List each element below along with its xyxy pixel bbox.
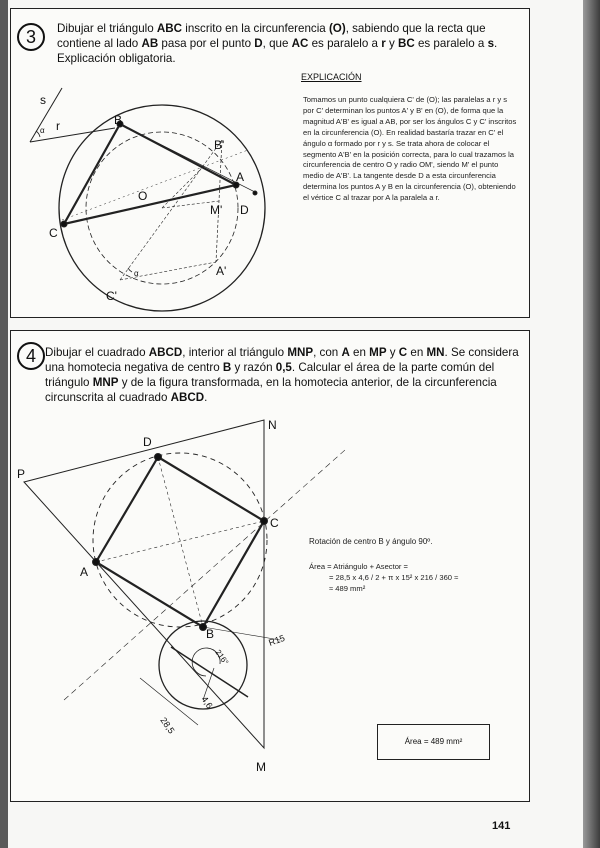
label-p: P — [17, 467, 26, 481]
label-bp: B' — [214, 138, 225, 152]
chord-segment — [171, 647, 248, 697]
label-a4: A — [80, 565, 89, 579]
rotation-note: Rotación de centro B y ángulo 90º. — [309, 537, 433, 546]
problem-3-figure — [30, 88, 265, 311]
label-216: 216° — [213, 647, 231, 667]
point-c4 — [261, 518, 268, 525]
area-result-box: Área = 489 mm² — [377, 724, 490, 760]
area-line-2: = 28,5 x 4,6 / 2 + π x 15² x 216 / 360 ≈ — [329, 573, 459, 582]
problem-3-statement: Dibujar el triángulo ABC inscrito en la circunferencia (O), sabiendo que la recta que contiene al lado AB pasa por el punto D, que AC es paralelo a r y BC es paralelo a s. Explicación obligatoria. — [57, 22, 498, 65]
problem-4-figure — [24, 420, 345, 748]
label-d: D — [240, 203, 249, 217]
label-alpha: α — [40, 126, 45, 135]
radius-o — [162, 170, 200, 208]
problem-3-labels — [40, 93, 249, 303]
label-a: A — [236, 170, 245, 184]
problem-4-number: 4 — [17, 342, 45, 370]
point-d4 — [155, 454, 162, 461]
label-b4: B — [206, 627, 215, 641]
circle-transformed — [159, 621, 247, 709]
label-alpha-cp: α — [134, 269, 139, 278]
label-mp: M' — [210, 203, 223, 217]
area-line-1: Área = Atriángulo + Asector = — [309, 562, 408, 571]
page-number: 141 — [492, 820, 511, 832]
rotated-line — [64, 450, 345, 700]
label-n: N — [268, 418, 277, 432]
line-s — [30, 88, 62, 142]
label-c: C — [49, 226, 58, 240]
problem-4-statement: Dibujar el cuadrado ABCD, interior al triángulo MNP, con A en MP y C en MN. Se considera una homotecia negativa de centro B y razón 0,5. Calcular el área de la parte común del triángulo MNP y de la figura transformada, en la homotecia anterior, de la circunferencia circunscrita al cuadrado ABCD. — [45, 346, 519, 404]
explanation-text: Tomamos un punto cualquiera C' de (O); las paralelas a r y s por C' determinan los puntos A' y B' en (O), de forma que la magnitud A'B' es igual a AB, por ser los ángulos C y C' inscritos en la circunferencia (O). En realidad bastaría trazar en C' el ángulo α formado por r y s. Se trata ahora de colocar el segmento A'B' en la posición correcta, para lo cual trazamos la circunferencia de centro O y radio OM', siendo M' el punto medio de A'B'. La tangente desde D a esta circunferencia determina los puntos A y B en la circunferencia (O), obteniendo el vértice C al trazar por A la paralela a r. — [303, 95, 517, 203]
diagonal-bd — [158, 457, 203, 627]
angle-arc-alpha-cp — [128, 268, 132, 272]
label-m: M — [256, 760, 266, 774]
label-b: B — [114, 113, 123, 127]
label-cp: C' — [106, 289, 117, 303]
point-d — [253, 191, 257, 195]
label-o: O — [138, 189, 148, 203]
label-ap: A' — [216, 264, 227, 278]
label-4-6: 4,6 — [199, 694, 215, 711]
label-r: r — [56, 119, 60, 133]
point-c — [61, 221, 67, 227]
label-d4: D — [143, 435, 152, 449]
label-r15: R15 — [267, 632, 287, 648]
problem-3-number: 3 — [17, 23, 45, 51]
point-a4 — [93, 559, 100, 566]
diagonal-ac — [96, 521, 264, 562]
explanation-title: EXPLICACIÓN — [301, 72, 362, 82]
label-c4: C — [270, 516, 279, 530]
label-28-5: 28,5 — [158, 715, 177, 736]
square-abcd — [96, 457, 264, 627]
line-cpbp — [120, 138, 225, 280]
label-s: s — [40, 93, 46, 107]
area-line-3: ≈ 489 mm² — [329, 584, 366, 593]
